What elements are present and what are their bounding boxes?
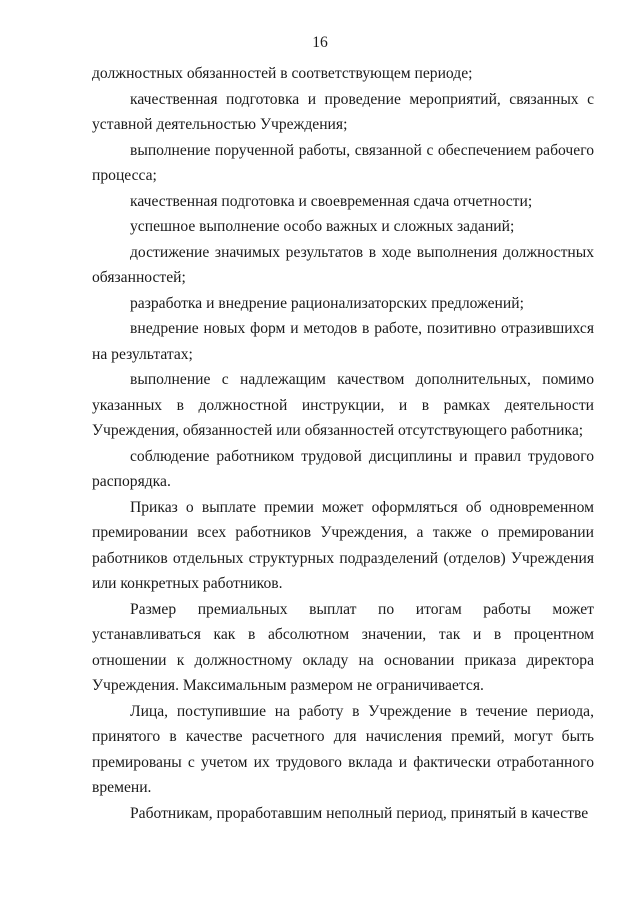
paragraph: качественная подготовка и проведение мероприятий, связанных с уставной деятельностью Учреждения;: [92, 90, 594, 133]
paragraph: выполнение порученной работы, связанной с обеспечением рабочего процесса;: [92, 141, 594, 184]
paragraph: успешное выполнение особо важных и сложных заданий;: [130, 218, 515, 235]
paragraph: Размер премиальных выплат по итогам работы может устанавливаться как в абсолютном значении, так и в процентном отношении к должностному окладу на основании приказа директора Учреждения. Максимальным размером не ограничивается.: [92, 600, 594, 694]
paragraph: Лица, поступившие на работу в Учреждение в течение периода, принятого в качестве расчетного для начисления премий, могут быть премированы с учетом их трудового вклада и фактически отработанного времени.: [92, 702, 594, 796]
paragraph: качественная подготовка и своевременная сдача отчетности;: [130, 192, 533, 210]
paragraph: разработка и внедрение рационализаторских предложений;: [130, 294, 524, 312]
paragraph: достижение значимых результатов в ходе выполнения должностных обязанностей;: [92, 243, 594, 286]
page-number: 16: [312, 34, 328, 51]
document-body: [92, 61, 594, 826]
paragraph: внедрение новых форм и методов в работе, позитивно отразившихся на результатах;: [92, 320, 594, 363]
paragraph: Приказ о выплате премии может оформляться об одновременном премировании всех работников Учреждения, а также о премировании работников отдельных структурных подразделений (отделов) Учреждения или конкретных работников.: [92, 498, 594, 592]
paragraph: соблюдение работником трудовой дисциплины и правил трудового распорядка.: [92, 447, 594, 490]
paragraph: выполнение с надлежащим качеством дополнительных, помимо указанных в должностной инструкции, и в рамках деятельности Учреждения, обязанностей или обязанностей отсутствующего работника;: [92, 371, 594, 439]
paragraph: Работникам, проработавшим неполный период, принятый в качестве: [130, 804, 589, 822]
paragraph: должностных обязанностей в соответствующем периоде;: [92, 65, 473, 82]
